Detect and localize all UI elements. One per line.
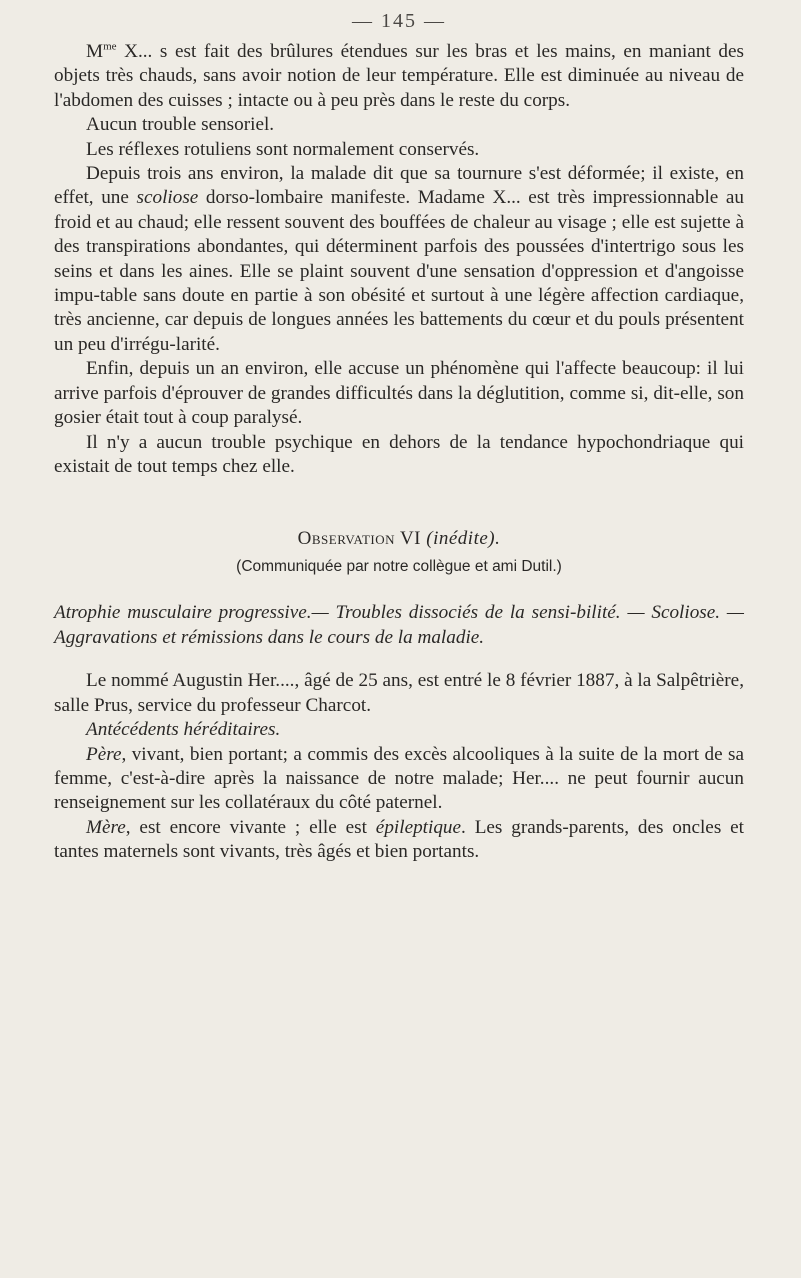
- text-run: Le nommé Augustin Her...., âgé de 25 ans, est entré le 8 février 1887, à la Salpêtrière, salle Prus, service du professeur Charcot.: [54, 670, 744, 716]
- observation-heading: [54, 527, 744, 551]
- italic-text: Mère: [86, 816, 126, 838]
- text-run: dorso-lombaire manifeste. Madame X... est très impressionnable au froid et au chaud; elle ressent souvent des bouffées de chaleur au visage ; elle est sujette à des transpirations abondantes, qui déterminent parfois des poussées d'intertrigo sous les seins et dans les aines. Elle se plaint souvent d'une sensation d'oppression et d'angoisse impu-table sans doute en partie à son obésité et surtout à une légère affection cardiaque, très ancienne, car depuis de longues années les battements du cœur et du pouls présentent un peu d'irrégu-larité.: [54, 187, 744, 355]
- italic-text: scoliose: [136, 187, 199, 209]
- italic-text: épileptique: [375, 816, 462, 838]
- italic-text: Antécédents héréditaires.: [86, 719, 281, 741]
- paragraph: [54, 162, 744, 357]
- text-run: , est encore vivante ; elle est: [125, 816, 376, 838]
- text-run: . Les grands-parents, des oncles et tantes maternels sont vivants, très âgés et bien portants.: [54, 816, 744, 863]
- observation-qualifier: (inédite).: [426, 528, 501, 550]
- text-run: , vivant, bien portant; a commis des excès alcooliques à la suite de la mort de sa femme, c'est-à-dire après la naissance de notre malade; Her.... ne peut fournir aucun renseignement sur les collatéraux du côté paternel.: [54, 743, 744, 814]
- book-page: [54, 0, 744, 1278]
- text-run: M: [86, 41, 104, 62]
- page-number: — 145 —: [352, 10, 446, 32]
- text-run: Enfin, depuis un an environ, elle accuse un phénomène qui l'affecte beaucoup: il lui arrive parfois d'éprouver de grandes difficultés dans la déglutition, comme si, dit-elle, son gosier était tout à coup paralysé.: [54, 358, 744, 429]
- superscript-text: me: [103, 40, 117, 53]
- paragraph: [54, 431, 744, 480]
- paragraph: [54, 113, 744, 137]
- body-text-case: [54, 669, 744, 864]
- body-text-top: [54, 40, 744, 479]
- paragraph: [54, 40, 744, 113]
- paragraph: [54, 357, 744, 430]
- paragraph: [54, 138, 744, 162]
- italic-text: Père: [86, 743, 122, 765]
- paragraph: [54, 669, 744, 718]
- paragraph: [54, 743, 744, 816]
- text-run: Aucun trouble sensoriel.: [86, 114, 275, 136]
- text-run: Depuis trois ans environ, la malade dit que sa tournure s'est déformée; il existe, en effet, une: [54, 163, 744, 209]
- text-run: Il n'y a aucun trouble psychique en dehors de la tendance hypochondriaque qui existait de tout temps chez elle.: [54, 431, 744, 477]
- observation-label: Observation VI: [297, 528, 421, 550]
- observation-summary: Atrophie musculaire progressive.— Troubles dissociés de la sensi-bilité. — Scoliose. — Aggravations et rémissions dans le cours de la maladie.: [54, 602, 744, 648]
- paragraph: [54, 718, 744, 742]
- observation-communicated: (Communiquée par notre collègue et ami Dutil.): [236, 558, 562, 576]
- paragraph: [54, 816, 744, 865]
- text-run: X... s est fait des brûlures étendues sur les bras et les mains, en maniant des objets très chauds, sans avoir notion de leur température. Elle est diminuée au niveau de l'abdomen des cuisses ; intacte ou à peu près dans le reste du corps.: [54, 41, 744, 111]
- text-run: Les réflexes rotuliens sont normalement conservés.: [86, 138, 480, 160]
